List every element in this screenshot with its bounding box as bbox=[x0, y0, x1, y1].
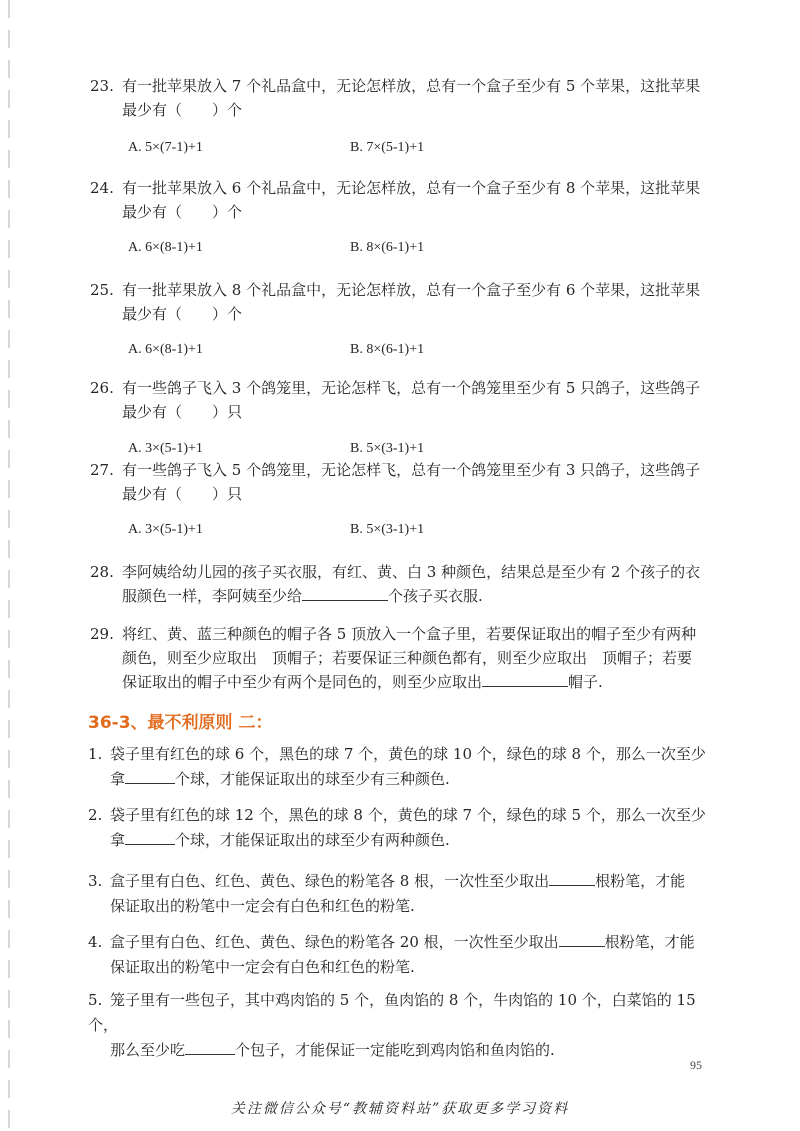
question-24: 24. 有一批苹果放入 6 个礼品盒中，无论怎样放，总有一个盒子至少有 8 个苹果，这批苹果 最少有（ ）个 bbox=[90, 179, 701, 221]
answer-blank[interactable] bbox=[549, 870, 595, 886]
answer-blank[interactable] bbox=[125, 768, 175, 784]
question-26: 26. 有一些鸽子飞入 3 个鸽笼里，无论怎样飞，总有一个鸽笼里至少有 5 只鸽子，这些鸽子 最少有（ ）只 bbox=[90, 379, 701, 421]
option-b-26: B. 5×(3-1)+1 bbox=[350, 441, 425, 456]
binding-edge bbox=[8, 0, 10, 1131]
problem-5: 5. 笼子里有一些包子，其中鸡肉馅的 5 个，鱼肉馅的 8 个，牛肉馅的 10 个，白菜馅的 15 个， 那么至少吃 个包子，才能保证一定能吃到鸡肉馅和鱼肉馅的. bbox=[88, 991, 696, 1059]
section-title: 36-3、最不利原则 二： bbox=[88, 713, 273, 733]
answer-blank[interactable] bbox=[302, 585, 388, 601]
option-b-23: B. 7×(5-1)+1 bbox=[350, 140, 425, 155]
footer-note: 关注微信公众号“教辅资料站”获取更多学习资料 bbox=[230, 1101, 570, 1117]
option-a-26: A. 3×(5-1)+1 bbox=[128, 441, 203, 456]
problem-3: 3. 盒子里有白色、红色、黄色、绿色的粉笔各 8 根，一次性至少取出 根粉笔，才能 保证取出的粉笔中一定会有白色和红色的粉笔. bbox=[88, 872, 686, 915]
question-23: 23. 有一批苹果放入 7 个礼品盒中，无论怎样放，总有一个盒子至少有 5 个苹果，这批苹果 最少有（ ）个 bbox=[90, 77, 701, 119]
option-b-25: B. 8×(6-1)+1 bbox=[350, 342, 425, 357]
option-a-25: A. 6×(8-1)+1 bbox=[128, 342, 203, 357]
page-number: 95 bbox=[690, 1058, 702, 1072]
option-a-23: A. 5×(7-1)+1 bbox=[128, 140, 203, 155]
question-27: 27. 有一些鸽子飞入 5 个鸽笼里，无论怎样飞，总有一个鸽笼里至少有 3 只鸽子，这些鸽子 最少有（ ）只 bbox=[90, 461, 701, 503]
problem-2: 2. 袋子里有红色的球 12 个，黑色的球 8 个，黄色的球 7 个，绿色的球 5 个，那么一次至少 拿 个球，才能保证取出的球至少有两种颜色. bbox=[88, 806, 706, 849]
answer-blank[interactable] bbox=[482, 671, 568, 687]
option-b-27: B. 5×(3-1)+1 bbox=[350, 522, 425, 537]
question-29: 29. 将红、黄、蓝三种颜色的帽子各 5 顶放入一个盒子里，若要保证取出的帽子至少有两种 颜色，则至少应取出 顶帽子；若要保证三种颜色都有，则至少应取出 顶帽子；若要 保证取出的帽子中至少有两个是同色的，则至少应取出 帽子. bbox=[90, 625, 697, 691]
answer-blank[interactable] bbox=[559, 931, 605, 947]
answer-blank[interactable] bbox=[125, 829, 175, 845]
problem-4: 4. 盒子里有白色、红色、黄色、绿色的粉笔各 20 根，一次性至少取出 根粉笔，才能 保证取出的粉笔中一定会有白色和红色的粉笔. bbox=[88, 933, 695, 976]
option-b-24: B. 8×(6-1)+1 bbox=[350, 240, 425, 255]
option-a-27: A. 3×(5-1)+1 bbox=[128, 522, 203, 537]
option-a-24: A. 6×(8-1)+1 bbox=[128, 240, 203, 255]
answer-blank[interactable] bbox=[185, 1039, 235, 1055]
question-28: 28. 李阿姨给幼儿园的孩子买衣服，有红、黄、白 3 种颜色，结果总是至少有 2 个孩子的衣 服颜色一样，李阿姨至少给 个孩子买衣服. bbox=[90, 563, 701, 605]
question-25: 25. 有一批苹果放入 8 个礼品盒中，无论怎样放，总有一个盒子至少有 6 个苹果，这批苹果 最少有（ ）个 bbox=[90, 281, 701, 323]
problem-1: 1. 袋子里有红色的球 6 个，黑色的球 7 个，黄色的球 10 个，绿色的球 8 个，那么一次至少 拿 个球，才能保证取出的球至少有三种颜色. bbox=[88, 745, 706, 788]
